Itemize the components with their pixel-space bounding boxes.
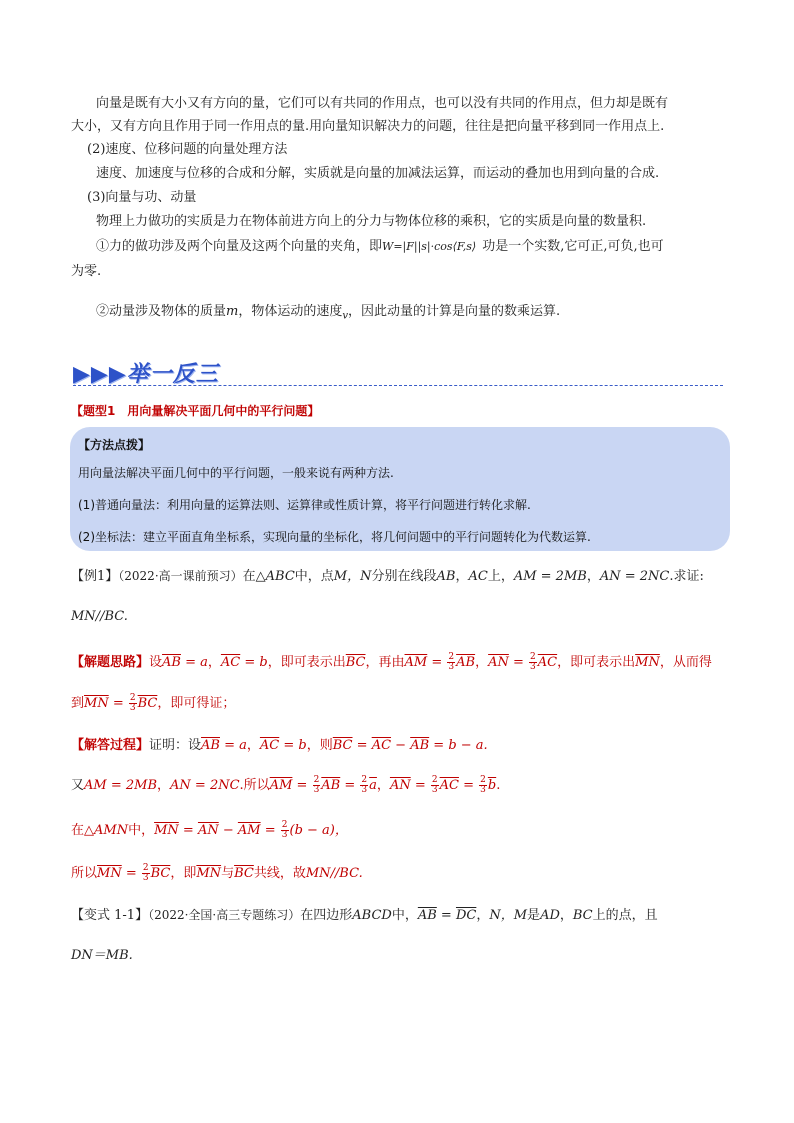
thinking-t1: 设 <box>149 655 163 670</box>
method-line-1: 用向量法解决平面几何中的平行问题，一般来说有两种方法. <box>78 466 394 480</box>
section-banner <box>73 357 723 387</box>
variant-1-1-line-1: 【变式 1-1】（2022·全国·高三专题练习）在四边形ABCD中，$\overline{AB} = \overline{DC}$，N，M是AD，BC上的点，且 <box>71 908 658 923</box>
mass-symbol: m <box>226 304 239 319</box>
method-title: 【方法点拨】 <box>78 438 151 452</box>
vector-ab: $\overline{AB}$ <box>162 655 181 670</box>
segment-ac: AC <box>468 569 488 584</box>
example-1-tag: 【例1】 <box>71 569 119 584</box>
solution-tag: 【解答过程】 <box>71 738 150 753</box>
vector-mn: $\overline{MN}$ <box>84 696 109 711</box>
vector-an: $\overline{AN}$ <box>488 655 509 670</box>
vector-ac: $\overline{AC}$ <box>537 655 558 670</box>
triangle-abc: ABC <box>265 569 295 584</box>
thinking-tag: 【解题思路】 <box>71 655 150 670</box>
method-box <box>70 427 730 551</box>
momentum-text-c: ，因此动量的计算是向量的数乘运算. <box>348 304 561 319</box>
solution-line-1: 【解答过程】证明：设$\overline{AB} = a$，$\overline{AC} = b$，则$\overline{BC} = \overline{AC} - \overline{AB} = b - a$. <box>71 738 488 753</box>
segment-ab: AB <box>436 569 456 584</box>
thinking-t5: ，从而得 <box>659 655 712 670</box>
example-1-text-e: .求证: <box>669 569 704 584</box>
momentum-line <box>96 303 560 326</box>
work-formula-line <box>96 238 664 256</box>
work-text-b: 功是一个实数,它可正,可负,也可 <box>482 239 664 254</box>
momentum-text-a: ②动量涉及物体的质量 <box>96 304 227 319</box>
eq-b: = b <box>240 655 268 670</box>
work-text-a: ①力的做功涉及两个向量及这两个向量的夹角，即 <box>96 239 383 254</box>
vector-bc: $\overline{BC}$ <box>137 696 158 711</box>
fraction-two-thirds: $\frac{2}{3}$ <box>129 693 136 713</box>
eq-a: = a <box>180 655 208 670</box>
comma: ， <box>586 569 600 584</box>
method-line-2: (1)普通向量法：利用向量的运算法则、运算律或性质计算，将平行问题进行转化求解. <box>78 498 531 512</box>
vector-ac: $\overline{AC}$ <box>220 655 241 670</box>
solution-l1-tail: = b − a. <box>429 738 488 753</box>
points-mn: M，N <box>333 569 372 584</box>
banner-title: ▶▶▶举一反三 <box>73 362 219 387</box>
thinking-t4: ，即可表示出 <box>557 655 636 670</box>
banner-divider <box>73 385 723 386</box>
example-1-line-2: MN//BC. <box>71 609 128 624</box>
example-1-text-d: 上， <box>487 569 514 584</box>
vector-mn: $\overline{MN}$ <box>635 655 660 670</box>
fraction-two-thirds: $\frac{2}{3}$ <box>448 652 455 672</box>
thinking-t3: ，再由 <box>365 655 405 670</box>
variant-source: （2022·全国·高三专题练习） <box>148 908 301 922</box>
example-1-line-1 <box>71 567 704 586</box>
thinking-t6: 到 <box>71 696 85 711</box>
thinking-t7: ，即可得证； <box>157 696 236 711</box>
example-1-text-a: 在△ <box>242 569 266 584</box>
heading-work-momentum: (3)向量与功、动量 <box>87 190 197 205</box>
thinking-t2: ，即可表示出 <box>267 655 346 670</box>
comma: ， <box>455 569 469 584</box>
velocity-paragraph: 速度、加速度与位移的合成和分解，实质就是向量的加减法运算，而运动的叠加也用到向量的合成. <box>96 166 660 181</box>
intro-paragraph-1-line-2: 大小，又有方向且作用于同一作用点的量.用向量知识解决力的问题，往往是把向量平移到同一作用点上. <box>71 119 665 134</box>
momentum-text-b: ，物体运动的速度 <box>238 304 343 319</box>
work-paragraph: 物理上力做功的实质是力在物体前进方向上的分力与物体位移的乘积，它的实质是向量的数量积. <box>96 214 647 229</box>
proof-start: 证明：设 <box>149 738 202 753</box>
solution-line-3: 在△AMN中，$\overline{MN} = \overline{AN} - \overline{AM}$ = $\frac{2}{3}$ (b − a)， <box>71 820 348 840</box>
intro-paragraph-1-line-1: 向量是既有大小又有方向的量，它们可以有共同的作用点，也可以没有共同的作用点，但力却是既有 <box>96 96 669 111</box>
vector-bc: $\overline{BC}$ <box>345 655 366 670</box>
solution-line-2: 又AM = 2MB，AN = 2NC.所以$\overline{AM}$ = $\frac{2}{3}$ $\overline{AB}$ = $\frac{2}{3}$ $\overline{a}$，$\overline{AN}$ = $\frac{2}{3}$ $\overline{AC}$ = $\frac{2}{3}$ $\overline{b}$. <box>71 775 501 795</box>
thinking-line-1: 【解题思路】设$\overline{AB} = a$，$\overline{AC} = b$，即可表示出$\overline{BC}$，再由$\overline{AM}$ = $\frac{2}{3}$ $\overline{AB}$，$\overline{AN}$ = $\frac{2}{3}$ $\overline{AC}$，即可表示出$\overline{MN}$，从而得 <box>71 652 712 672</box>
work-formula: W=|F||s|·cos⟨F,s⟩ <box>382 240 477 253</box>
then: ，则 <box>306 738 333 753</box>
solution-line-4: 所以$\overline{MN}$ = $\frac{2}{3}$ $\overline{BC}$，即$\overline{MN}$与$\overline{BC}$共线，故MN//BC. <box>71 863 363 883</box>
equation-am: AM = 2MB <box>513 569 587 584</box>
work-text-c: 为零. <box>71 264 102 279</box>
variant-tag: 【变式 1-1】 <box>71 908 149 923</box>
equation-an: AN = 2NC <box>599 569 670 584</box>
thinking-line-2: 到$\overline{MN}$ = $\frac{2}{3}$ $\overline{BC}$，即可得证； <box>71 693 236 713</box>
topic-title: 【题型1 用向量解决平面几何中的平行问题】 <box>71 404 320 418</box>
velocity-symbol: v <box>342 310 349 322</box>
example-1-text-c: 分别在线段 <box>371 569 437 584</box>
vector-am: $\overline{AM}$ <box>404 655 428 670</box>
example-1-source: （2022·高一课前预习） <box>118 569 243 583</box>
variant-1-1-line-2: DN＝MB. <box>71 948 133 963</box>
vector-ab: $\overline{AB}$ <box>456 655 476 670</box>
example-1-text-b: 中，点 <box>294 569 334 584</box>
heading-velocity: (2)速度、位移问题的向量处理方法 <box>87 142 288 157</box>
method-line-3: (2)坐标法：建立平面直角坐标系，实现向量的坐标化，将几何问题中的平行问题转化为代数运算. <box>78 530 591 544</box>
sep: ， <box>207 655 221 670</box>
fraction-two-thirds: $\frac{2}{3}$ <box>530 652 536 672</box>
